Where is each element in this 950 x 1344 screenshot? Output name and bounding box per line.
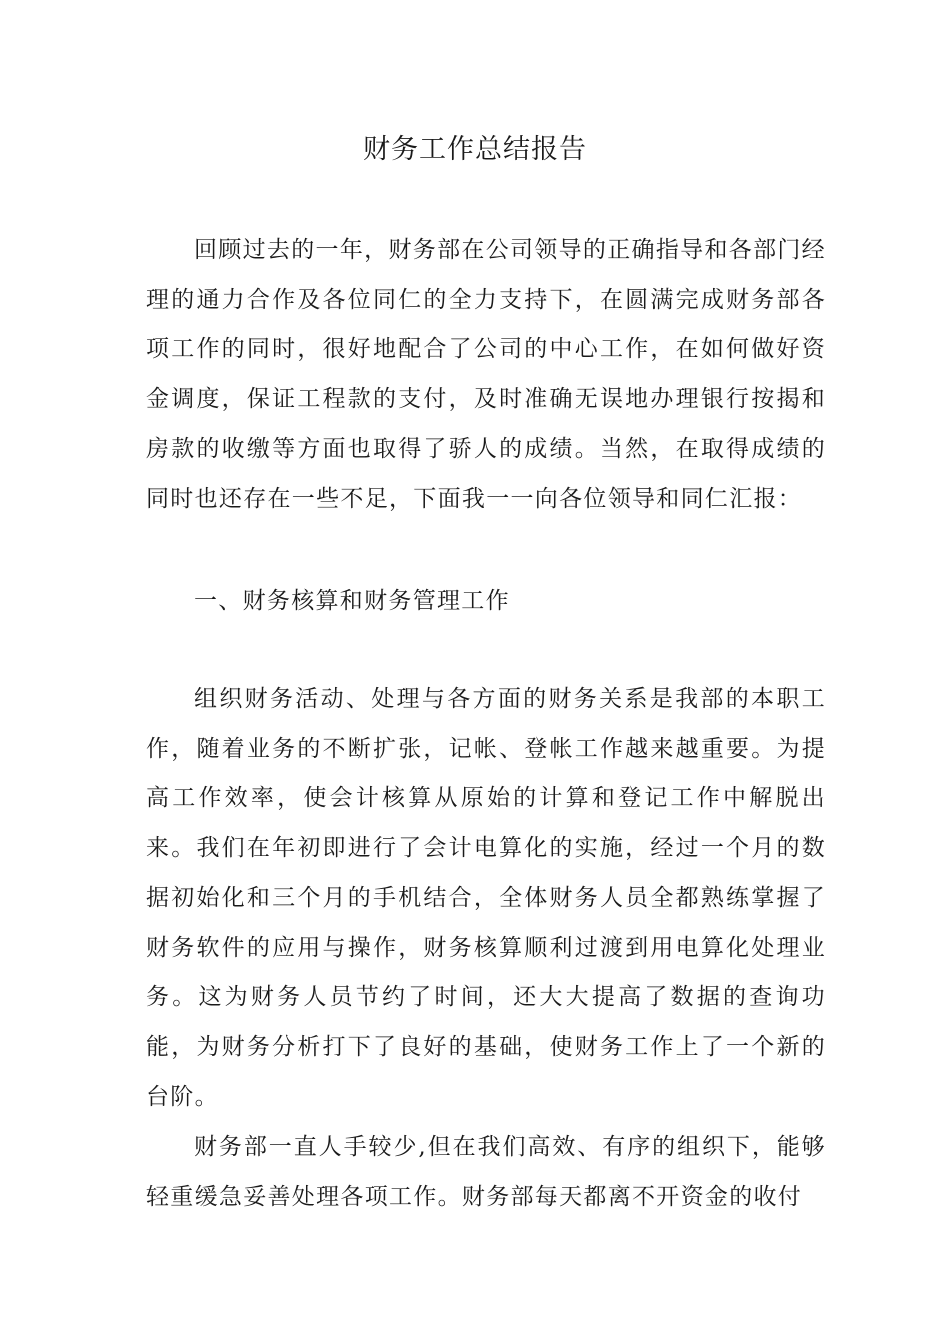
paragraph-accounting: 组织财务活动、处理与各方面的财务关系是我部的本职工作，随着业务的不断扩张，记帐、登帐工作越来越重要。为提高工作效率，使会计核算从原始的计算和登记工作中解脱出来。我们在年初即进行了会计电算化的实施，经过一个月的数据初始化和三个月的手机结合，全体财务人员全都熟练掌握了财务软件的应用与操作，财务核算顺利过渡到用电算化处理业务。这为财务人员节约了时间，还大大提高了数据的查询功能，为财务分析打下了良好的基础，使财务工作上了一个新的台阶。 <box>146 686 826 1110</box>
paragraph-intro: 回顾过去的一年，财务部在公司领导的正确指导和各部门经理的通力合作及各位同仁的全力支持下，在圆满完成财务部各项工作的同时，很好地配合了公司的中心工作，在如何做好资金调度，保证工程款的支付，及时准确无误地办理银行按揭和房款的收缴等方面也取得了骄人的成绩。当然，在取得成绩的同时也还存在一些不足，下面我一一向各位领导和同仁汇报： <box>146 237 826 512</box>
paragraph-staffing: 财务部一直人手较少,但在我们高效、有序的组织下，能够轻重缓急妥善处理各项工作。财务部每天都离不开资金的收付 <box>146 1134 826 1210</box>
section-heading: 一、财务核算和财务管理工作 <box>194 588 510 614</box>
document-title: 财务工作总结报告 <box>363 134 587 165</box>
